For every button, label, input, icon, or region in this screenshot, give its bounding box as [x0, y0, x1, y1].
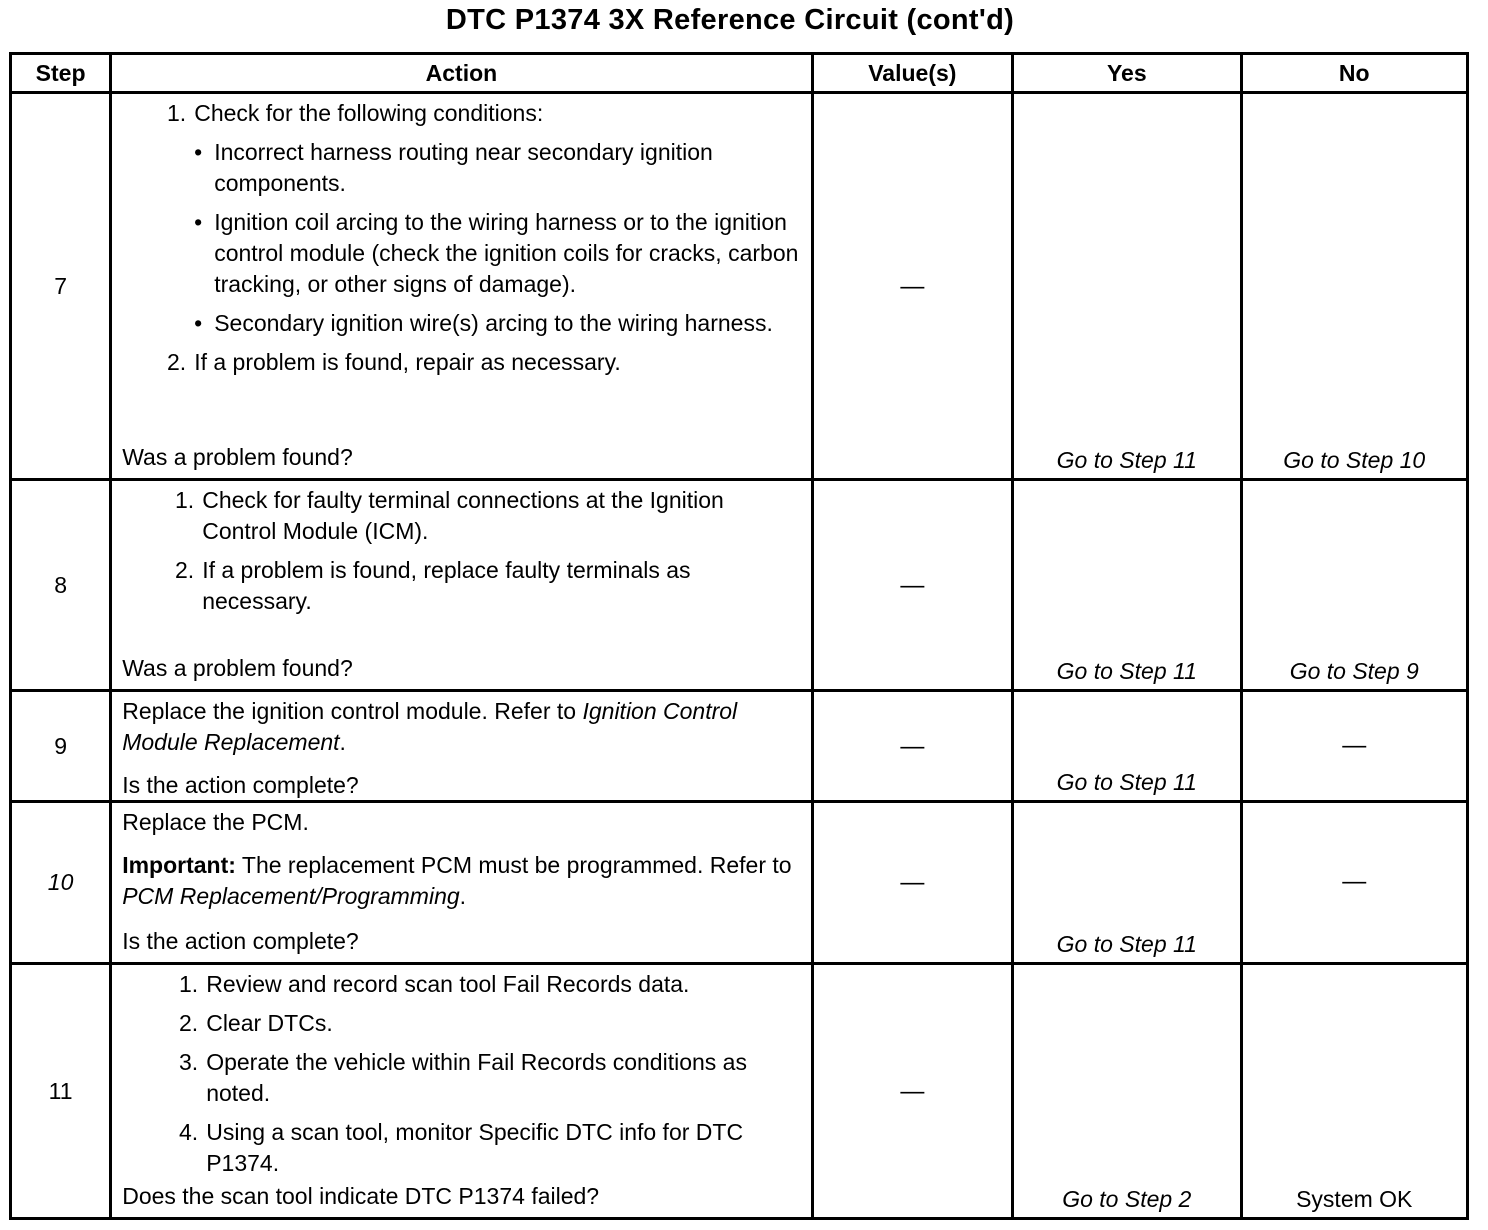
page-title: DTC P1374 3X Reference Circuit (cont'd) [445, 4, 1015, 36]
item-text: Clear DTCs. [206, 1010, 333, 1036]
question-text: Was a problem found? [122, 655, 353, 681]
list-item [122, 485, 800, 547]
question-text: Was a problem found? [122, 444, 353, 470]
important-text: The replacement PCM must be programmed. Refer to [235, 852, 792, 878]
item-number: 4. [179, 1119, 199, 1145]
step-number: 8 [11, 480, 111, 691]
item-text: Review and record scan tool Fail Records data. [206, 971, 690, 997]
reference-link[interactable]: Ignition Control Module Replacement [122, 698, 738, 755]
yes-cell: Go to Step 2 [1013, 964, 1241, 1219]
list-item [122, 969, 800, 1000]
table-row [11, 480, 1468, 691]
item-number: 2. [175, 557, 195, 583]
yes-cell: Go to Step 11 [1013, 480, 1241, 691]
no-cell: Go to Step 10 [1241, 93, 1467, 480]
important-label: Important: [122, 852, 236, 878]
item-number: 1. [175, 487, 195, 513]
header-action: Action [111, 54, 812, 93]
step-number: 7 [11, 93, 111, 480]
bullet-text: Ignition coil arcing to the wiring harness or to the ignition control module (check the ignition coils for cracks, carbon tracking, or other signs of damage). [214, 209, 799, 297]
item-number: 2. [167, 349, 187, 375]
header-values: Value(s) [812, 54, 1012, 93]
yes-cell: Go to Step 11 [1013, 802, 1241, 964]
bullet-text: Secondary ignition wire(s) arcing to the wiring harness. [214, 310, 773, 336]
item-text: If a problem is found, replace faulty terminals as necessary. [202, 557, 691, 614]
header-no: No [1241, 54, 1467, 93]
list-item [122, 1047, 800, 1109]
bullet-icon: • [194, 139, 203, 165]
header-row [11, 54, 1468, 93]
step-number: 9 [11, 691, 111, 802]
bullet-icon: • [194, 310, 203, 336]
value-cell: — [812, 93, 1012, 480]
action-cell [111, 964, 812, 1219]
list-item [122, 98, 800, 129]
no-cell: System OK [1241, 964, 1467, 1219]
list-item [122, 1117, 800, 1179]
list-item [122, 555, 800, 617]
value-cell: — [812, 802, 1012, 964]
action-text: Replace the ignition control module. Refer to [122, 698, 583, 724]
question-text: Is the action complete? [122, 772, 359, 798]
yes-cell: Go to Step 11 [1013, 691, 1241, 802]
no-cell: Go to Step 9 [1241, 480, 1467, 691]
table-row [11, 964, 1468, 1219]
table-row [11, 691, 1468, 802]
table-row [11, 802, 1468, 964]
item-text: If a problem is found, repair as necessary. [194, 349, 621, 375]
bullet-item [122, 308, 800, 339]
no-cell: — [1241, 802, 1467, 964]
table-row [11, 93, 1468, 480]
header-step: Step [11, 54, 111, 93]
action-cell [111, 93, 812, 480]
bullet-icon: • [194, 209, 203, 235]
yes-cell: Go to Step 11 [1013, 93, 1241, 480]
list-item [122, 1008, 800, 1039]
question-text: Does the scan tool indicate DTC P1374 failed? [122, 1183, 600, 1209]
step-number: 11 [11, 964, 111, 1219]
list-item [122, 347, 800, 378]
value-cell: — [812, 691, 1012, 802]
action-paragraph: Replace the PCM. [122, 809, 309, 835]
item-text: Operate the vehicle within Fail Records conditions as noted. [206, 1049, 747, 1106]
item-number: 3. [179, 1049, 199, 1075]
item-text: Using a scan tool, monitor Specific DTC info for DTC P1374. [206, 1119, 744, 1176]
action-cell [111, 802, 812, 964]
action-text-end: . [339, 729, 346, 755]
question-text: Is the action complete? [122, 928, 359, 954]
important-text-end: . [459, 883, 467, 909]
step-number: 10 [11, 802, 111, 964]
no-cell: — [1241, 691, 1467, 802]
item-text: Check for faulty terminal connections at the Ignition Control Module (ICM). [202, 487, 724, 544]
bullet-text: Incorrect harness routing near secondary ignition components. [214, 139, 713, 196]
bullet-item [122, 137, 800, 199]
action-cell [111, 480, 812, 691]
item-number: 1. [179, 971, 199, 997]
important-note [122, 850, 800, 912]
item-number: 2. [179, 1010, 199, 1036]
item-text: Check for the following conditions: [194, 100, 544, 126]
action-cell [111, 691, 812, 802]
action-paragraph [122, 696, 800, 758]
reference-link[interactable]: PCM Replacement/Programming [122, 883, 460, 909]
value-cell: — [812, 964, 1012, 1219]
diagnostic-table [9, 52, 1469, 1220]
item-number: 1. [167, 100, 187, 126]
value-cell: — [812, 480, 1012, 691]
header-yes: Yes [1013, 54, 1241, 93]
bullet-item [122, 207, 800, 300]
